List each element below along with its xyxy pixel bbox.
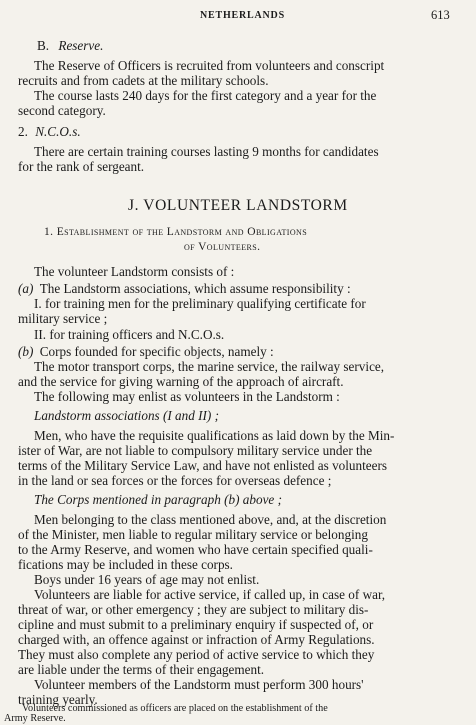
footnote-line: Army Reserve. (4, 713, 66, 724)
list-item-b (18, 344, 274, 359)
body-line: charged with, an offence against or infraction of Army Regulations. (18, 632, 375, 647)
body-line: threat of war, or other emergency ; they are subject to military dis- (18, 602, 369, 617)
body-line: fications may be included in these corps. (18, 557, 233, 572)
list-text: Corps founded for specific objects, namely : (39, 344, 274, 359)
body-line: terms of the Military Service Law, and have not enlisted as volunteers (18, 458, 388, 473)
body-line: Volunteers are liable for active service, if called up, in case of war, (34, 587, 386, 602)
ncos-heading-label: 2. (18, 124, 28, 139)
body-line: Men belonging to the class mentioned above, and, at the discretion (34, 512, 387, 527)
reserve-line: The Reserve of Officers is recruited from volunteers and conscript (34, 58, 385, 73)
body-line: and the service for giving warning of the approach of aircraft. (18, 374, 344, 389)
body-line: Volunteer members of the Landstorm must perform 300 hours' (34, 677, 364, 692)
reserve-line: second category. (18, 103, 106, 118)
body-line: cipline and must submit to a preliminary enquiry if suspected of, or (18, 617, 374, 632)
page-number: 613 (431, 8, 450, 22)
body-line: They must also complete any period of active service to which they (18, 647, 375, 662)
reserve-line: recruits and from cadets at the military schools. (18, 73, 269, 88)
ncos-line: for the rank of sergeant. (18, 159, 145, 174)
body-line: Men, who have the requisite qualifications as laid down by the Min- (34, 428, 395, 443)
list-text: The Landstorm associations, which assume responsibility : (39, 281, 351, 296)
italic-subheading: The Corps mentioned in paragraph (b) above ; (34, 492, 282, 507)
list-item-a (18, 281, 351, 296)
body-line: of the Minister, men liable to regular military service or belonging (18, 527, 368, 542)
ncos-line: There are certain training courses lasting 9 months for candidates (34, 144, 379, 159)
body-line: Boys under 16 years of age may not enlist. (34, 572, 260, 587)
reserve-line: The course lasts 240 days for the first category and a year for the (34, 88, 377, 103)
body-line: The following may enlist as volunteers in the Landstorm : (34, 389, 340, 404)
list-label: (a) (18, 281, 34, 296)
section-title: J. VOLUNTEER LANDSTORM (128, 197, 348, 214)
body-line: military service ; (18, 311, 108, 326)
subsection-heading: of Volunteers. (184, 241, 261, 253)
reserve-heading-label: B. (37, 38, 50, 53)
body-line: The volunteer Landstorm consists of : (34, 264, 235, 279)
reserve-heading (37, 38, 103, 53)
body-line: I. for training men for the preliminary qualifying certificate for (34, 296, 366, 311)
body-line: training yearly. (18, 692, 98, 707)
body-line: The motor transport corps, the marine service, the railway service, (34, 359, 385, 374)
reserve-heading-text: Reserve. (58, 38, 104, 53)
body-line: are liable under the terms of their engagement. (18, 662, 265, 677)
body-line: ister of War, are not liable to compulsory military service under the (18, 443, 373, 458)
running-title: NETHERLANDS (200, 10, 285, 21)
footnote-line: Volunteers commissioned as officers are placed on the establishment of the (22, 703, 328, 714)
italic-subheading: Landstorm associations (I and II) ; (34, 408, 219, 423)
ncos-heading (18, 124, 81, 139)
body-line: in the land or sea forces or the forces for overseas defence ; (18, 473, 332, 488)
subsection-heading: 1. Establishment of the Landstorm and Obligations (44, 226, 308, 238)
body-line: to the Army Reserve, and women who have certain specified quali- (18, 542, 373, 557)
list-label: (b) (18, 344, 34, 359)
body-line: II. for training officers and N.C.O.s. (34, 327, 225, 342)
ncos-heading-text: N.C.O.s. (35, 124, 81, 139)
